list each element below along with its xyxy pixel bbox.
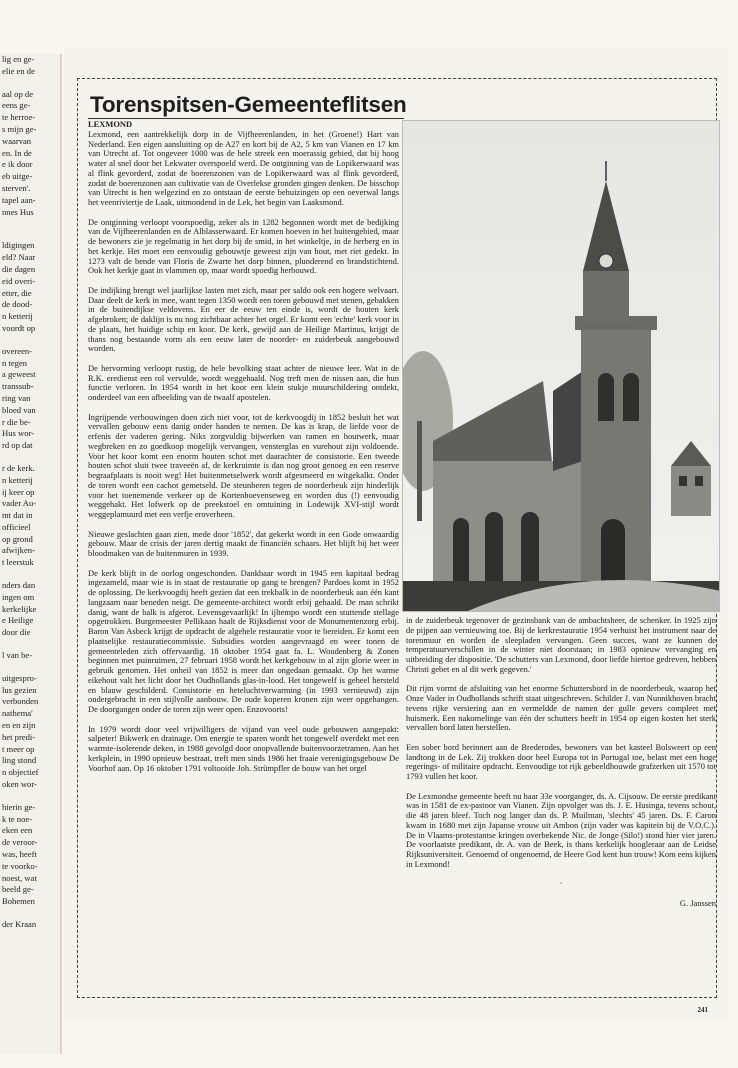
fragment-line: op grond — [2, 533, 33, 544]
place-heading: LEXMOND — [88, 119, 133, 129]
fragment-line: k te noe- — [2, 813, 33, 824]
paragraph: De Lexmondse gemeente heeft nu haar 33e voorganger, ds. A. Cijsouw. De eerste predikant was in 1581 de ex-pastoor van Vianen. Zijn opvolger was ds. J. E. Husinga, tevens schout, die 48 jaren bleef. Toch nog langer dan ds. P. Muilman, 'slechts' 45 jaren. Ds. F. Caron kwam in 1680 met zijn Japanse vrouw uit Ambon (zijn vader was kapitein bij de V.O.C.). De in Vlaams-protestantse kringen overbekende Nic. de Jonge (Silo!) stond hier vier jaren. De voorlaatste predikant, dr. A. van de Beek, is thans kerkelijk hoogleraar aan de Leidse Rijksuniversiteit. Genoemd of ongenoemd, de Heere God kent hun trouw! Kom eens kijken in Lexmond! — [406, 790, 716, 869]
fragment-line: eld? Naar — [2, 252, 36, 263]
fragment-line: t meer op — [2, 743, 35, 754]
fragment-line: verbonden — [2, 696, 39, 707]
fragment-line — [2, 229, 60, 240]
fragment-line: t leerstuk — [2, 557, 34, 568]
fragment-line: nathema' — [2, 708, 33, 719]
separator-mark: · — [559, 878, 563, 889]
fragment-line: elie en de — [2, 65, 35, 76]
fragment-line: uitgespro- — [2, 672, 37, 683]
paragraph: De kerk blijft in de oorlog ongeschonden. Dankbaar wordt in 1945 een kapitaal bedrag ingezameld, maar wie is in staat de restauratie op gang te brengen? Pardoes komt in 1952 de oplossing. De kerkvoogdij heeft gezien dat een trekbalk in de noorderbeuk aan één kant langzaam naar beneden neigt. De gemeente-architect wordt erbij gehaald. De man schrikt danig, want de balk is afgerot. Levensgevaarlijk! In ijltempo wordt een stuttende stellage opgetrokken. Burgemeester Pellikaan haalt de Rijksdienst voor de Monumentenzorg erbij. Baron Van Asbeck krijgt de opdracht de algehele restauratie voor te bereiden. Er komt een plaatselijke restauratiecommissie. Subsidies worden aangevraagd en weer tonen de gemeenteleden zich offervaardig. 18 oktober 1954 gaat fa. L. Woudenberg & Zonen beginnen met puinruimen, 27 februari 1958 wordt het kerkgebouw in al zijn glorie weer in gebruik genomen. Het onheil van 1852 is meer dan ongedaan gemaakt. Op het warme eikehout valt het licht door het Oudhollands glas-in-lood. Het tongewelf is geheel hersteld en blauw geschilderd. Consistorie en heteluchtverwarming (in 1993 vernieuwd) zijn ondergebracht in een stijlvolle aanbouw. De oude koperen kronen zijn weer opgehangen. De doorgangen onder de toren zijn weer open. Enzovoorts! — [88, 567, 399, 714]
paragraph: in de zuiderbeuk tegenover de gezinsbank van de ambachtsheer, de schenker. In 1925 zijn de pijpen aan vernieuwing toe. Bij de kerkrestauratie 1954 verhuist het instrument naar de torenmuur en worden de sleepladen vervangen. Geen succes, want ze kunnen de temperatuurverschillen in de winter niet doorstaan; in 1983 opnieuw vervanging en uitbreiding der dispositie. 'De schutters van Lexmond, door liefde hiertoe gedreven, hebben Christi gebet en al dit werk gegeven.' — [406, 615, 716, 674]
fragment-line: lus gezien — [2, 684, 37, 695]
fragment-line: overeen- — [2, 345, 33, 356]
fragment-line: n tegen — [2, 357, 28, 368]
fragment-line: der Kraan — [2, 919, 37, 929]
fragment-line: sterven'. — [2, 182, 31, 193]
fragment-line: rd op dat — [2, 440, 33, 451]
fragment-line — [2, 569, 60, 580]
fragment-line: voordt op — [2, 322, 36, 333]
fragment-line — [2, 662, 60, 673]
fragment-line: kerkelijke — [2, 603, 37, 614]
fragment-line — [2, 639, 60, 650]
fragment-line: ingen om — [2, 591, 35, 602]
fragment-line: r de kerk. — [2, 462, 35, 473]
fragment-line: ij keer op — [2, 486, 35, 497]
fragment-line: eken een — [2, 825, 33, 836]
fragment-line: officieel — [2, 521, 31, 532]
fragment-line: door die — [2, 627, 31, 638]
fragment-line: n objectief — [2, 767, 39, 778]
fragment-line: en en zijn — [2, 720, 36, 731]
fragment-line: eens ge- — [2, 100, 31, 111]
author-signature: G. Janssen — [679, 897, 716, 908]
left-column — [88, 120, 399, 783]
fragment-line — [2, 218, 60, 229]
paragraph: De indijking brengt wel jaarlijkse lasten met zich, maar per saldo ook een hogere welvaart. Daar deelt de kerk in mee, want tegen 1350 wordt een toren gebouwd met stenen, gebakken in de buitendijkse veldovens. En eer de eeuw ten einde is, wordt de houten kerk afgebroken; de daklijn is nu nog zichtbaar achter het orgel. Er komt een 'echte' kerk voor in de plaats, het huidige schip en koor. De kerk, gewijd aan de Heilige Martinus, krijgt de thans nog bestaande vorm als een eeuw later de noorder- en zuiderbeuk aangebouwd worden. — [88, 284, 399, 354]
fragment-line: s mijn ge- — [2, 123, 37, 134]
fragment-line: ldigingen — [2, 240, 35, 251]
fragment-line: de veroor- — [2, 837, 38, 848]
fragment-line: en. In de — [2, 147, 32, 158]
fragment-line — [2, 78, 60, 89]
fragment-line: a geweest — [2, 369, 36, 380]
paragraph: Lexmond, een aantrekkelijk dorp in de Vijfheerenlanden, in het (Groene!) Hart van Nederland. Een eigen aansluiting op de A27 en kort bij de A2, 5 km van Vianen en 17 km van Utrecht af. Tot ongeveer 1000 was de hele streek een moerassig gebied, dat bij hoog water al snel door het Lekwater overspoeld werd. De ontginning van de Lopikerwaard was al flink gevorderd, zodat de boerenzonen van de Lopikerwaard was al flink gevorderd, zodat de boerenzonen aan cultivatie van de Overlekse gronden gingen denken. De bisschop van Utrecht is hen welgezind en zo ontstaan de eerste behuizingen op een oeverwal langs het veenriviertje de Laak, uitmondend in de Lek, het begin van Laaksmond. — [88, 128, 399, 207]
fragment-line: tapel aan- — [2, 194, 36, 205]
fragment-line: etter, die — [2, 287, 32, 298]
fragment-line: de dood- — [2, 299, 33, 310]
fragment-line: was, heeft — [2, 849, 37, 860]
fragment-line: oken wor- — [2, 779, 37, 790]
fragment-line: aal op de — [2, 88, 34, 99]
fragment-line: waarvan — [2, 135, 32, 146]
fragment-line: afwijken- — [2, 545, 35, 556]
fragment-line: het predi- — [2, 731, 36, 742]
fragment-line — [2, 452, 60, 463]
fragment-line: n ketterij — [2, 474, 33, 485]
fragment-line: Bohemen — [2, 896, 35, 907]
fragment-line: transsub- — [2, 381, 34, 392]
paragraph: De hervorming verloopt rustig, de hele bevolking staat achter de nieuwe leer. Wat in de R.K. eredienst een rol vervulde, wordt weggehaald. Nog treft men de nissen aan, die hun functie verloren. In 1954 wordt in het koor een klein stukje muurschildering ontdekt, onderdeel van een afbeelding van de twaalf apostelen. — [88, 362, 399, 402]
paragraph: In 1979 wordt door veel vrijwilligers de vijand van veel oude gebouwen aangepakt: salpeter! Bikwerk en drainage. Om energie te sparen wordt het tongewelf overdekt met een warmte-isolerende deken, in 1988 gevolgd door onopvallende buitenvoorzetramen. Aan het kerkplein, in 1990 opnieuw bestraat, treft men sinds 1986 het fraaie verenigingsgebouw De Voorhof aan. Op 16 oktober 1791 voltooide Joh. Strümpfler de bouw van het orgel — [88, 723, 399, 773]
fragment-line: eid overi- — [2, 275, 36, 286]
fragment-line: hierin ge- — [2, 801, 36, 812]
fragment-line: vader Au- — [2, 498, 37, 509]
fragment-line: e ik door — [2, 159, 33, 170]
title-rule — [88, 118, 404, 119]
paragraph: De ontginning verloopt voorspoedig, zeker als in 1282 begonnen wordt met de bedijking van de Vijfheerenlanden en de Alblasserwaard. Er komen hoeven in het buitengebied, maar de bewoners zie je regelmatig in het dorp bij de smid, in het winkeltje, in de herberg en in het kerkje. Het moet een eenvoudig gebouwtje geweest zijn van hout, met riet gedekt. In 1273 valt de bende van Floris de Zwarte het dorp binnen, plunderend en brandstichtend. Ook het kerkje gaat in vlammen op, maar wordt spoedig herbouwd. — [88, 216, 399, 276]
fragment-line: ring van — [2, 392, 31, 403]
church-tower-photo — [402, 120, 720, 612]
paragraph: Een sober bord herinnert aan de Brederodes, bewoners van het kasteel Bolsweert op een landtong in de Lek. Zij trokken door heel Europa tot in Portugal toe, belast met een hoge regerings- of militaire opdracht. Eenvoudige tot rijk gebeeldhouwde grafzerken uit 1570 tot 1793 vullen het koor. — [406, 741, 716, 781]
fragment-line: l van be- — [2, 650, 33, 661]
fragment-line: noest, wat — [2, 872, 37, 883]
fragment-line: beeld ge- — [2, 884, 34, 895]
fragment-line: nders dan — [2, 580, 36, 591]
fragment-line: die dagen — [2, 263, 36, 274]
fragment-line: ling stond — [2, 755, 37, 766]
right-column — [406, 616, 716, 918]
fragment-line — [2, 335, 60, 346]
fragment-line — [2, 791, 60, 802]
article-title: Torenspitsen-Gemeenteflitsen — [90, 92, 407, 117]
fragment-line: te herroe- — [2, 112, 36, 123]
paragraph: Nieuwe geslachten gaan zien, mede door '1852', dat gekerkt wordt in een Gode onwaardig gebouw. Maar de crisis der jaren dertig maakt de financiën schaars. Het blijft bij het weer bloodmaken van de buitenmuren in 1939. — [88, 528, 399, 558]
paragraph: Dit rijm vormt de afsluiting van het enorme Schuttersbord in de noorderbeuk, waarop het Onze Vader in Oudhollands schrift staat uitgeschreven. Schilder J. van Nunnikhoven bracht tevens rijke versiering aan en vermeldde de namen der gulle gevers compleet met huismerk. Een nakomelinge van één der schutters heeft in 1954 op eigen kosten het sterk vervallen bord laten herstellen. — [406, 683, 716, 733]
fragment-line: r die be- — [2, 416, 31, 427]
fragment-line: bloed van — [2, 404, 36, 415]
church-illustration — [403, 121, 720, 612]
fragment-line — [2, 908, 60, 919]
page — [64, 48, 728, 1020]
fragment-line: eb uitge- — [2, 171, 33, 182]
adjacent-page-fragment — [0, 54, 62, 1054]
page-number: 241 — [697, 1006, 708, 1014]
paragraph: Ingrijpende verbouwingen doen zich niet voor, tot de kerkvoogdij in 1852 besluit het wat vervallen gebouw eens danig onder handen te nemen. De kas is krap, de liefde voor de erfenis der vaderen gering. Niks zorgvuldig bijwerken van ramen en houtwerk, maar wegbreken en zo goedkoop mogelijk vervangen, vensterglas en vurehout zijn voldoende. Voor het koor komt een enorm houten schot met daarachter de consistorie. Een tweede houten schot sluit twee traveeën af, de kerkruimte is dan nog groot genoeg en een reserve begraafplaats is nooit weg! Het buitenmetselwerk wordt afgesmeerd en witgekalkt. Onder de toren wordt een cachot gemetseld. De steunberen tegen de noorderbeuk zijn hinderlijk voor het toenemende verkeer op de Kortenhoevenseweg en worden dus (!) eenvoudig weggehakt. Het lofwerk op de preekstoel en omtuining in Lodewijk XVI-stijl wordt weggeplamuurd met een verfje eroverheen. — [88, 411, 399, 519]
fragment-line: lig en ge- — [2, 54, 35, 64]
fragment-line: te voorko- — [2, 860, 38, 871]
fragment-line: mt dat in — [2, 510, 33, 521]
fragment-line: n ketterij — [2, 311, 33, 322]
fragment-line: e Heilige — [2, 615, 34, 626]
fragment-line: Hus wor- — [2, 428, 35, 439]
fragment-line: nnes Hus — [2, 206, 34, 217]
